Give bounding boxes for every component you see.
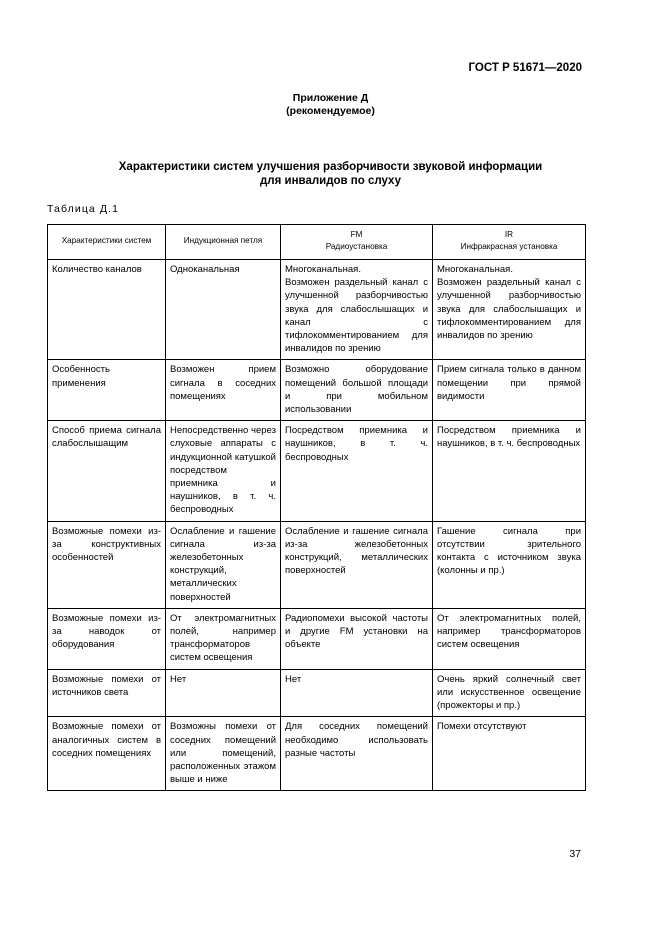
table-cell: Нет [281, 669, 433, 717]
table-cell: Многоканальная. Возможен раздельный канал с улучшенной разборчивостью звука для слабослышащих и тифлокомментированием для инвалидов по зрению [433, 260, 586, 360]
table-cell: Очень яркий солнечный свет или искусственное освещение (прожекторы и пр.) [433, 669, 586, 717]
annex-heading [0, 92, 661, 118]
header-cell [166, 225, 281, 260]
header-line1: IR [504, 230, 514, 239]
header-line1: FM [350, 230, 363, 239]
table-row [48, 260, 586, 360]
table-header-row [48, 225, 586, 260]
table-cell: Возможные помехи из-за наводок от оборудования [48, 608, 166, 669]
standard-number: ГОСТ Р 51671—2020 [468, 62, 582, 74]
table-row [48, 669, 586, 717]
header-cell [48, 225, 166, 260]
table-cell: Особенность применения [48, 360, 166, 421]
section-title [0, 160, 661, 188]
table-row [48, 521, 586, 608]
table-row [48, 421, 586, 521]
table-row [48, 717, 586, 791]
header-line1: Индукционная петля [183, 236, 263, 245]
table-cell: Возможны помехи от соседних помещений или помещений, расположенных этажом выше и ниже [166, 717, 281, 791]
table-cell: Нет [166, 669, 281, 717]
header-cell [433, 225, 586, 260]
table-cell: Радиопомехи высокой частоты и другие FM установки на объекте [281, 608, 433, 669]
table-cell: Количество каналов [48, 260, 166, 360]
table-cell: Гашение сигнала при отсутствии зрительного контакта с источником звука (колонны и пр.) [433, 521, 586, 608]
table-cell: Возможные помехи от источников света [48, 669, 166, 717]
table-cell: От электромагнитных полей, например трансформаторов систем освещения [166, 608, 281, 669]
table-cell: Ослабление и гашение сигнала из-за железобетонных конструкций, металлических поверхностей [281, 521, 433, 608]
table-cell: Возможно оборудование помещений большой площади и при мобильном использовании [281, 360, 433, 421]
table-caption: Таблица Д.1 [47, 203, 120, 215]
table-row [48, 360, 586, 421]
table-cell: Для соседних помещений необходимо использовать разные частоты [281, 717, 433, 791]
table-cell: Одноканальная [166, 260, 281, 360]
table-cell: Прием сигнала только в данном помещении при прямой видимости [433, 360, 586, 421]
header-line1: Характеристики систем [61, 236, 152, 245]
annex-status: (рекомендуемое) [286, 105, 375, 117]
header-line2: Радиоустановка [325, 242, 388, 251]
table-cell: Возможные помехи из-за конструктивных особенностей [48, 521, 166, 608]
table-cell: Способ приема сигнала слабослышащим [48, 421, 166, 521]
table-cell: Возможен прием сигнала в соседних помещениях [166, 360, 281, 421]
table-cell: Возможные помехи от аналогичных систем в соседних помещениях [48, 717, 166, 791]
section-title-line1: Характеристики систем улучшения разборчивости звуковой информации [118, 161, 543, 173]
table-cell: Посредством приемника и наушников, в т. ч. беспроводных [281, 421, 433, 521]
table-cell: Помехи отсутствуют [433, 717, 586, 791]
table-row [48, 608, 586, 669]
characteristics-table [47, 224, 586, 791]
table-cell: Многоканальная. Возможен раздельный канал с улучшенной разборчивостью звука для слабослышащих и канал с тифлокомментированием для инвалидов по зрению [281, 260, 433, 360]
annex-title: Приложение Д [292, 92, 369, 104]
table-cell: Непосредственно через слуховые аппараты с индукционной катушкой посредством приемника и наушников, в т. ч. беспроводных [166, 421, 281, 521]
header-line2: Инфракрасная установка [460, 242, 558, 251]
page-number: 37 [569, 848, 581, 860]
table-cell: Посредством приемника и наушников, в т. ч. беспроводных [433, 421, 586, 521]
header-cell [281, 225, 433, 260]
section-title-line2: для инвалидов по слуху [260, 175, 401, 187]
table-cell: От электромагнитных полей, например трансформаторов систем освещения [433, 608, 586, 669]
table-cell: Ослабление и гашение сигнала из-за железобетонных конструкций, металлических поверхностей [166, 521, 281, 608]
